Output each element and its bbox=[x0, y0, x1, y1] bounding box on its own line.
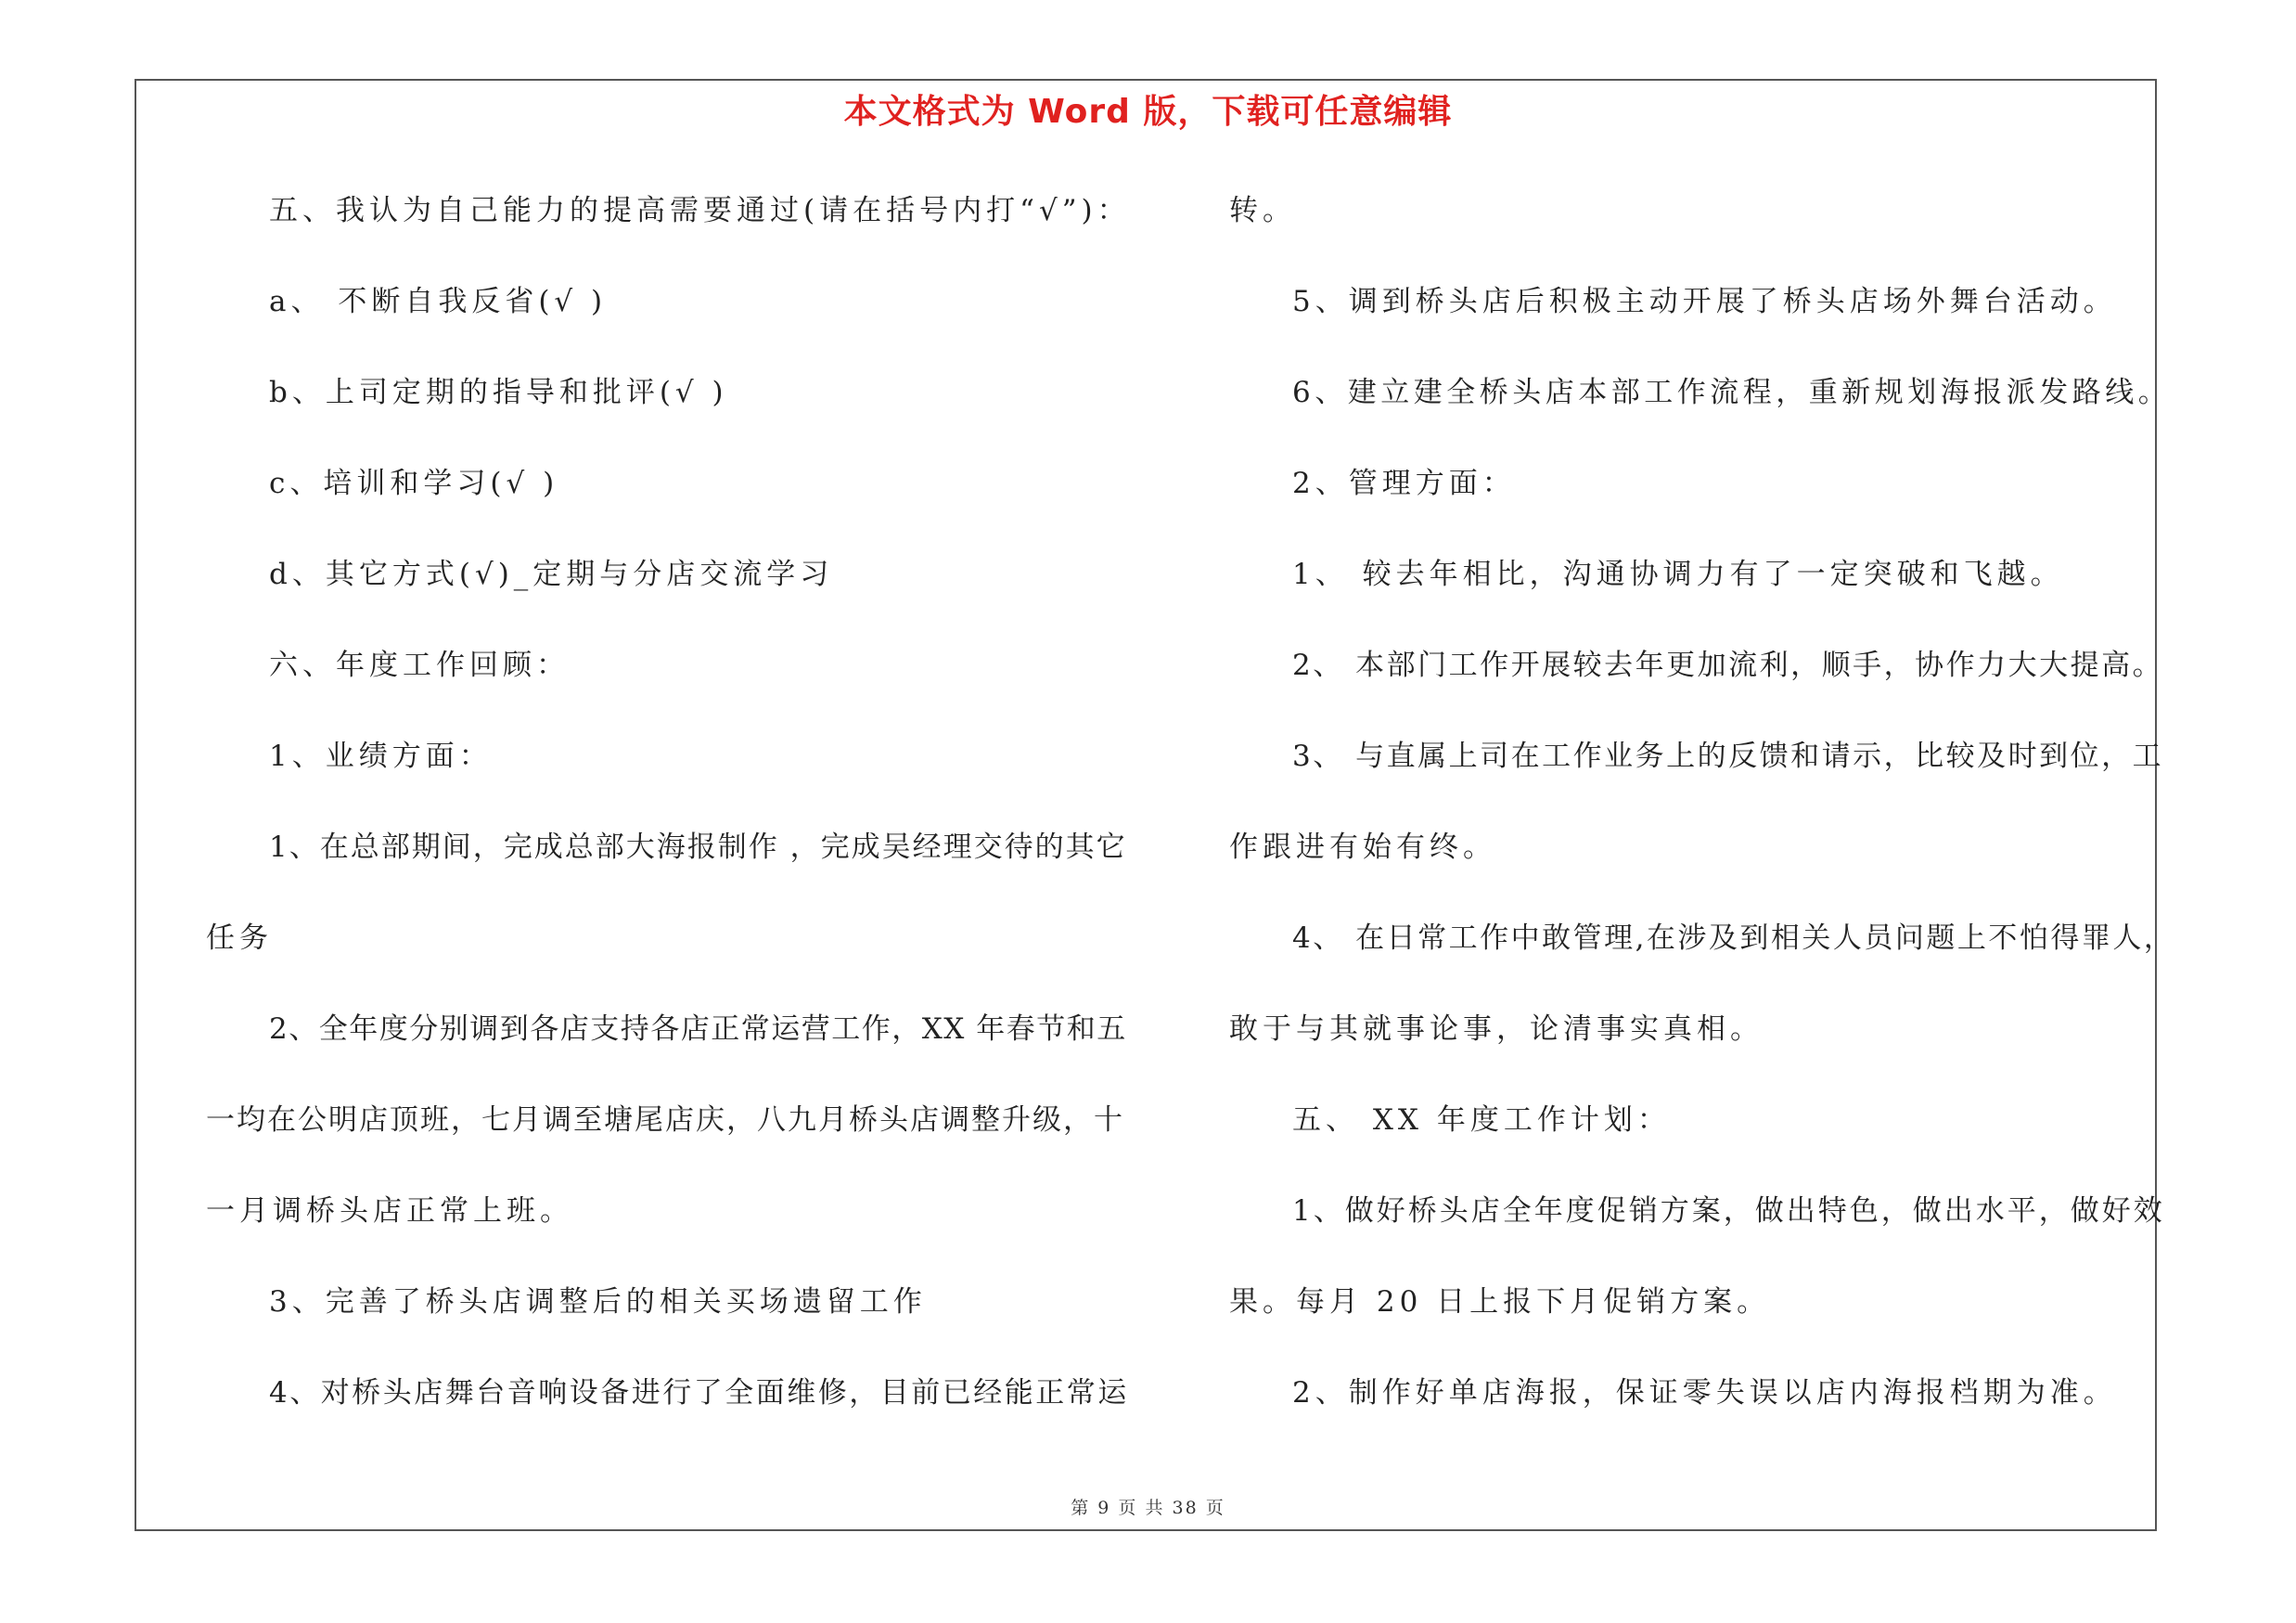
paragraph-line: 一月调桥头店正常上班。 bbox=[206, 1194, 573, 1228]
paragraph-line: 4、对桥头店舞台音响设备进行了全面维修，目前已经能正常运 bbox=[269, 1376, 1129, 1410]
paragraph-line: 五、 XX 年度工作计划： bbox=[1292, 1103, 1671, 1137]
paragraph-line: 作跟进有始有终。 bbox=[1229, 831, 1496, 864]
paragraph-line: 六、年度工作回顾： bbox=[269, 649, 570, 682]
paragraph-line: 2、制作好单店海报，保证零失误以店内海报档期为准。 bbox=[1292, 1376, 2117, 1410]
paragraph-line: 1、 较去年相比，沟通协调力有了一定突破和飞越。 bbox=[1292, 558, 2064, 591]
paragraph-line: 4、 在日常工作中敢管理,在涉及到相关人员问题上不怕得罪人， bbox=[1292, 921, 2175, 955]
paragraph-line: 2、管理方面： bbox=[1292, 467, 1516, 500]
paragraph-line: 1、在总部期间，完成总部大海报制作 ，完成吴经理交待的其它 bbox=[269, 831, 1127, 864]
paragraph-line: 2、 本部门工作开展较去年更加流利，顺手，协作力大大提高。 bbox=[1292, 649, 2164, 682]
paragraph-line: 1、业绩方面： bbox=[269, 740, 493, 773]
paragraph-line: 五、我认为自己能力的提高需要通过(请在括号内打“√”)： bbox=[269, 194, 1131, 227]
page-number-footer: 第 9 页 共 38 页 bbox=[1071, 1498, 1225, 1518]
paragraph-line: 敢于与其就事论事，论清事实真相。 bbox=[1229, 1012, 1764, 1046]
paragraph-line: 3、 与直属上司在工作业务上的反馈和请示，比较及时到位，工 bbox=[1292, 740, 2164, 773]
paragraph-line: 5、调到桥头店后积极主动开展了桥头店场外舞台活动。 bbox=[1292, 285, 2117, 318]
paragraph-line: 6、建立建全桥头店本部工作流程，重新规划海报派发路线。 bbox=[1292, 376, 2172, 409]
paragraph-line: d、其它方式(√)_定期与分店交流学习 bbox=[269, 558, 834, 591]
paragraph-line: c、培训和学习(√ ) bbox=[269, 467, 559, 500]
paragraph-line: a、 不断自我反省(√ ) bbox=[269, 285, 608, 318]
paragraph-line: 果。每月 20 日上报下月促销方案。 bbox=[1229, 1285, 1771, 1319]
paragraph-line: 任务 bbox=[206, 921, 273, 955]
paragraph-line: 一均在公明店顶班，七月调至塘尾店庆，八九月桥头店调整升级，十 bbox=[206, 1103, 1124, 1137]
paragraph-line: 2、全年度分别调到各店支持各店正常运营工作，XX 年春节和五 bbox=[269, 1012, 1127, 1046]
paragraph-line: 3、完善了桥头店调整后的相关买场遗留工作 bbox=[269, 1285, 927, 1319]
paragraph-line: 1、做好桥头店全年度促销方案，做出特色，做出水平，做好效 bbox=[1292, 1194, 2165, 1228]
paragraph-line: b、上司定期的指导和批评(√ ) bbox=[269, 376, 728, 409]
paragraph-line: 转。 bbox=[1229, 194, 1296, 227]
format-banner: 本文格式为 Word 版，下载可任意编辑 bbox=[843, 93, 1453, 131]
